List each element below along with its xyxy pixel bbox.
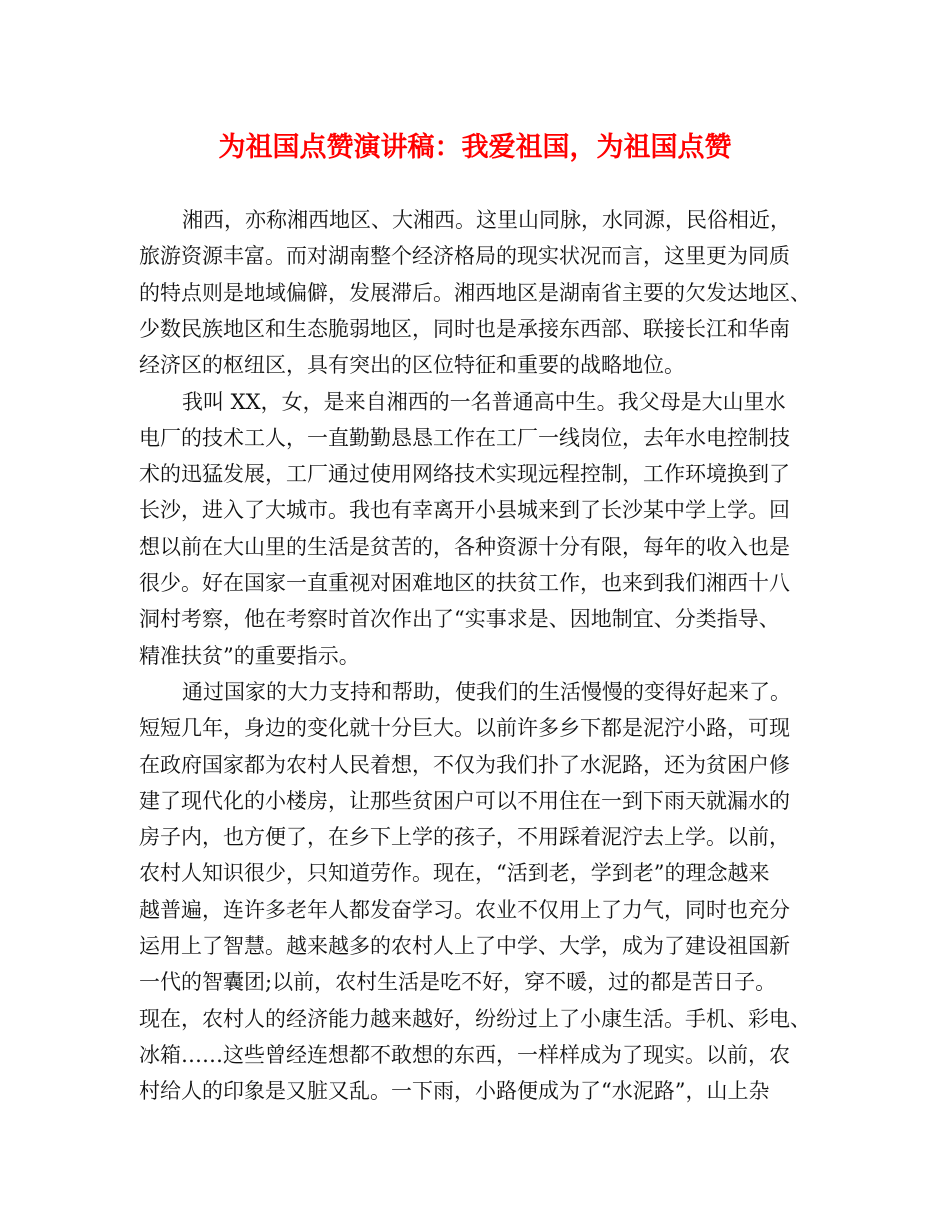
paragraph-3-line: 一代的智囊团;以前，农村生活是吃不好，穿不暖，过的都是苦日子。 <box>139 970 777 994</box>
paragraph-3-line: 短短几年，身边的变化就十分巨大。以前许多乡下都是泥泞小路，可现 <box>139 716 790 740</box>
paragraph-1-line: 的特点则是地域偏僻，发展滞后。湘西地区是湖南省主要的欠发达地区、 <box>139 281 811 305</box>
paragraph-1-line: 旅游资源丰富。而对湖南整个经济格局的现实状况而言，这里更为同质 <box>139 244 790 268</box>
paragraph-3-line: 冰箱……这些曾经连想都不敢想的东西，一样样成为了现实。以前，农 <box>139 1043 790 1067</box>
paragraph-1-line: 经济区的枢纽区，具有突出的区位特征和重要的战略地位。 <box>139 353 685 377</box>
paragraph-3-line: 农村人知识很少，只知道劳作。现在，“活到老，学到老”的理念越来 <box>139 861 770 885</box>
paragraph-1-line: 少数民族地区和生态脆弱地区，同时也是承接东西部、联接长江和华南 <box>139 317 790 341</box>
paragraph-2-line: 术的迅猛发展，工厂通过使用网络技术实现远程控制，工作环境换到了 <box>139 462 790 486</box>
document-title: 为祖国点赞演讲稿：我爱祖国，为祖国点赞 <box>218 132 732 163</box>
paragraph-2-line: 想以前在大山里的生活是贫苦的，各种资源十分有限，每年的收入也是 <box>139 535 790 559</box>
paragraph-2-line: 我叫 XX，女，是来自湘西的一名普通高中生。我父母是大山里水 <box>182 390 786 414</box>
paragraph-2-line: 精准扶贫”的重要指示。 <box>139 644 360 668</box>
paragraph-2-line: 很少。好在国家一直重视对困难地区的扶贫工作，也来到我们湘西十八 <box>139 571 790 595</box>
paragraph-3-line: 现在，农村人的经济能力越来越好，纷纷过上了小康生活。手机、彩电、 <box>139 1007 811 1031</box>
paragraph-3-line: 越普遍，连许多老年人都发奋学习。农业不仅用上了力气，同时也充分 <box>139 898 790 922</box>
paragraph-3-line: 建了现代化的小楼房，让那些贫困户可以不用住在一到下雨天就漏水的 <box>139 789 790 813</box>
paragraph-1-line: 湘西，亦称湘西地区、大湘西。这里山同脉，水同源，民俗相近， <box>182 208 791 232</box>
paragraph-3-line: 房子内，也方便了，在乡下上学的孩子，不用踩着泥泞去上学。以前， <box>139 825 790 849</box>
paragraph-3-line: 通过国家的大力支持和帮助，使我们的生活慢慢的变得好起来了。 <box>182 680 791 704</box>
paragraph-3-line: 在政府国家都为农村人民着想，不仅为我们扑了水泥路，还为贫困户修 <box>139 753 790 777</box>
paragraph-2-line: 长沙，进入了大城市。我也有幸离开小县城来到了长沙某中学上学。回 <box>139 498 790 522</box>
paragraph-2-line: 电厂的技术工人，一直勤勤恳恳工作在工厂一线岗位，去年水电控制技 <box>139 426 790 450</box>
paragraph-3-line: 运用上了智慧。越来越多的农村人上了中学、大学，成为了建设祖国新 <box>139 934 790 958</box>
paragraph-2-line: 洞村考察，他在考察时首次作出了“实事求是、因地制宜、分类指导、 <box>139 607 780 631</box>
paragraph-3-line: 村给人的印象是又脏又乱。一下雨，小路便成为了“水泥路”，山上杂 <box>139 1079 770 1103</box>
